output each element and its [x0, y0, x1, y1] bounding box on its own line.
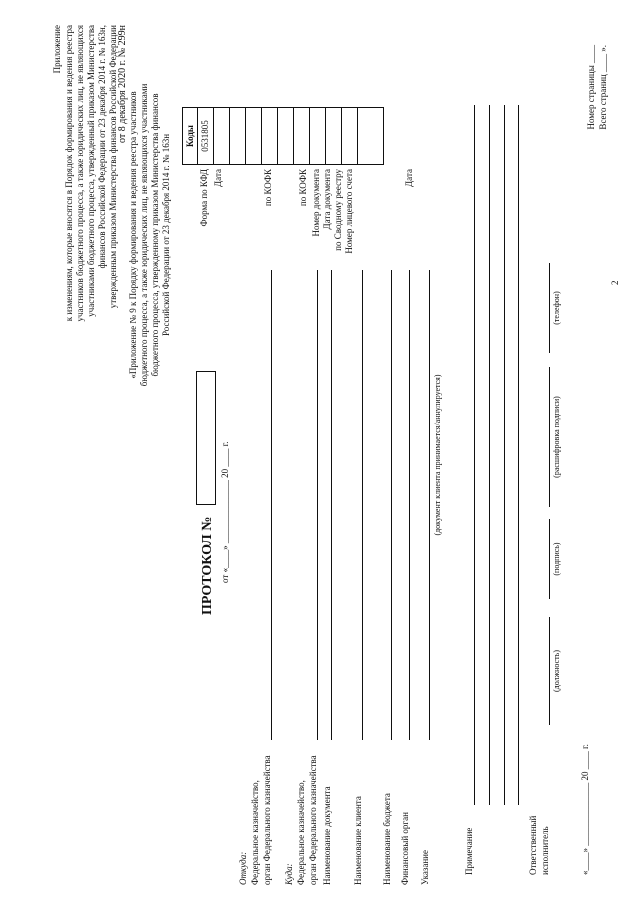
code-row	[261, 108, 262, 164]
code-label: Номер документа	[311, 169, 321, 237]
to-field-line[interactable]	[317, 270, 318, 740]
instruction-field-line[interactable]	[429, 270, 430, 740]
phone-hint: (телефон)	[552, 291, 561, 325]
fin-body-field-line[interactable]	[409, 270, 410, 740]
code-label: Номер лицевого счета	[344, 169, 354, 254]
code-row	[229, 108, 230, 164]
codes-table	[182, 107, 384, 165]
code-row	[309, 108, 310, 164]
notes-line[interactable]	[504, 105, 505, 805]
annex-line: «Приложение № 9 к Порядку формирования и ведения реестра участников	[128, 91, 138, 379]
notes-line[interactable]	[518, 105, 519, 805]
code-label: по КОФК	[298, 169, 308, 207]
phone-line[interactable]	[549, 263, 550, 353]
client-name-field-line[interactable]	[362, 270, 363, 740]
instruction-label: Указание	[420, 850, 430, 885]
code-row	[341, 108, 342, 164]
order-date: от 8 декабря 2020 г. № 299н	[117, 25, 128, 143]
code-row	[213, 108, 214, 164]
page-code: 2	[610, 280, 620, 285]
from-line2: орган Федерального казначейства	[262, 755, 272, 885]
appendix-line: участниками бюджетного процесса, утвержденный приказом Министерства	[86, 25, 96, 317]
appendix-title: Приложение	[52, 25, 62, 74]
total-pages: Всего страниц ____ ».	[598, 45, 608, 130]
signature-line[interactable]	[549, 519, 550, 599]
kfd-code: 0531805	[200, 120, 210, 152]
code-label: Дата	[404, 169, 414, 187]
code-row	[197, 108, 198, 164]
from-field-line[interactable]	[271, 270, 272, 740]
code-label: Дата документа	[322, 169, 332, 230]
code-row	[325, 108, 326, 164]
page-number: Номер страницы ____	[586, 45, 596, 130]
annex-line: бюджетного процесса, утвержденному приказом Министерства финансов	[150, 93, 160, 377]
code-row	[293, 108, 294, 164]
instruction-hint: (документ клиента принимается/аннулируется)	[433, 374, 442, 536]
codes-header: Коды	[185, 125, 195, 147]
code-label: Дата	[213, 169, 223, 187]
code-label: Форма по КФД	[199, 169, 209, 227]
position-line[interactable]	[549, 617, 550, 725]
decoding-line[interactable]	[549, 367, 550, 507]
code-row	[245, 108, 246, 164]
code-label: по Сводному реестру	[333, 169, 343, 251]
signature-date-line: «____» ______________ 20 ____ г.	[580, 744, 590, 875]
responsible-label: Ответственный	[528, 815, 538, 875]
from-label: Откуда:	[238, 851, 248, 885]
code-label: по КОФК	[263, 169, 273, 207]
appendix-line: участников бюджетного процесса, а также юридических лиц, не являющихся	[75, 25, 85, 322]
client-name-label: Наименование клиента	[353, 796, 363, 885]
budget-name-label: Наименование бюджета	[382, 793, 392, 885]
appendix-line: к изменениям, которые вносятся в Порядок формирования и ведения реестра	[64, 25, 74, 322]
annex-line: бюджетного процесса, а также юридических лиц, не являющихся участниками	[139, 83, 149, 387]
signature-hint: (подпись)	[552, 542, 561, 576]
doc-name-label: Наименование документа	[322, 786, 332, 885]
budget-name-field-line[interactable]	[391, 270, 392, 740]
to-line1: Федеральное казначейство,	[296, 780, 306, 885]
appendix-line: финансов Российской Федерации от 23 декабря 2014 г. № 163н,	[97, 25, 107, 269]
to-line2: орган Федерального казначейства	[308, 755, 318, 885]
protocol-date-line: от «____» ______________ 20 ____ г.	[220, 441, 230, 583]
decoding-hint: (расшифровка подписи)	[552, 396, 561, 478]
responsible-label: исполнитель	[540, 826, 550, 875]
to-label: Куда:	[284, 863, 294, 885]
from-line1: Федеральное казначейство,	[250, 780, 260, 885]
notes-label: Примечание	[464, 827, 474, 875]
fin-body-label: Финансовый орган	[400, 812, 410, 885]
annex-line: Российской Федерации от 23 декабря 2014 г. № 163н	[161, 133, 171, 337]
doc-name-field-line[interactable]	[331, 270, 332, 740]
protocol-number-box[interactable]	[196, 371, 216, 505]
position-hint: (должность)	[552, 650, 561, 692]
code-row	[357, 108, 358, 164]
notes-line[interactable]	[474, 105, 475, 805]
code-row	[277, 108, 278, 164]
appendix-line: утвержденным приказом Министерства финансов Российской Федерации	[108, 25, 118, 309]
notes-line[interactable]	[489, 105, 490, 805]
protocol-title: ПРОТОКОЛ №	[200, 516, 215, 615]
